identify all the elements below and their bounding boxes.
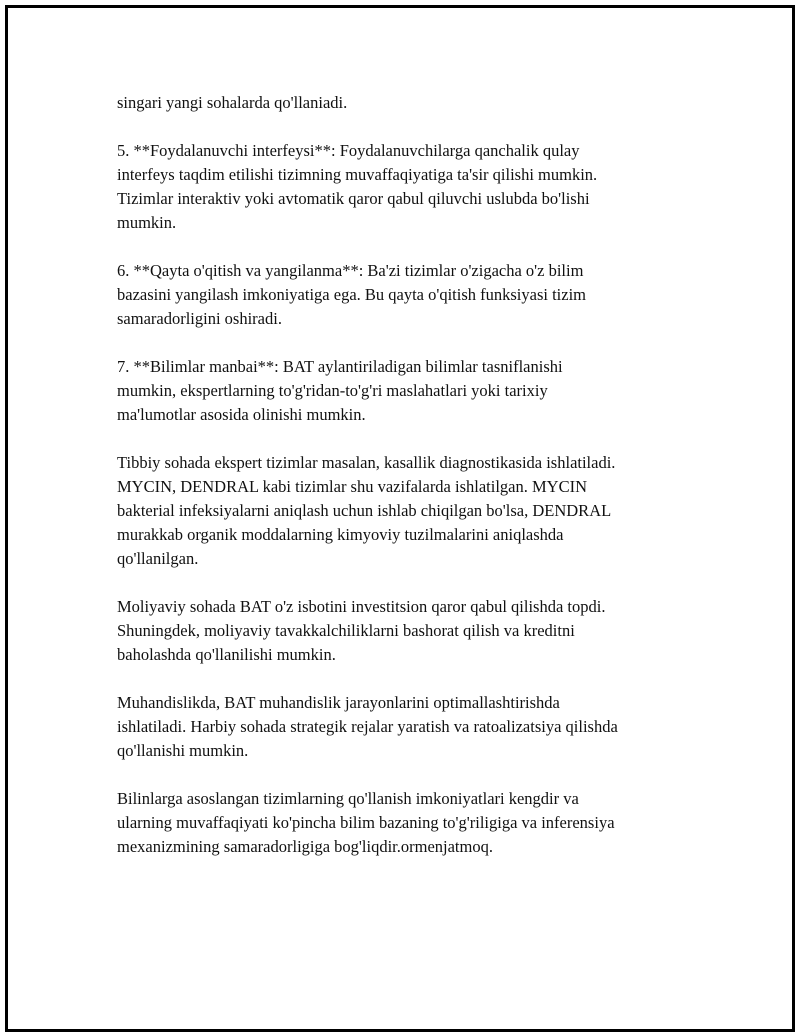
paragraph-finance-domain: Moliyaviy sohada BAT o'z isbotini investitsion qaror qabul qilishda topdi. Shuningdek, moliyaviy tavakkalchiliklarni bashorat qilish va kreditni baholashda qo'llanilishi mumkin. (117, 597, 606, 664)
paragraph-medical-domain: Tibbiy sohada ekspert tizimlar masalan, kasallik diagnostikasida ishlatiladi. MYCIN, DENDRAL kabi tizimlar shu vazifalarda ishlatilgan. MYCIN bakterial infeksiyalarni aniqlash uchun ishlab chiqilgan bo'lsa, DENDRAL murakkab organik moddalarning kimyoviy tuzilmalarini aniqlashda qo'llanilgan. (117, 453, 616, 568)
paragraph-knowledge-sources: 7. **Bilimlar manbai**: BAT aylantiriladigan bilimlar tasniflanishi mumkin, ekspertlarning to'g'ridan-to'g'ri maslahatlari yoki tarixiy ma'lumotlar asosida olinishi mumkin. (117, 357, 563, 424)
document-body (117, 91, 697, 883)
paragraph-continuation: singari yangi sohalarda qo'llaniadi. (117, 93, 348, 112)
paragraph-retraining: 6. **Qayta o'qitish va yangilanma**: Ba'zi tizimlar o'zigacha o'z bilim bazasini yangilash imkoniyatiga ega. Bu qayta o'qitish funksiyasi tizim samaradorligini oshiradi. (117, 261, 587, 328)
paragraph-user-interface: 5. **Foydalanuvchi interfeysi**: Foydalanuvchilarga qanchalik qulay interfeys taqdim etilishi tizimning muvaffaqiyatiga ta'sir qilishi mumkin. Tizimlar interaktiv yoki avtomatik qaror qabul qiluvchi uslubda bo'lishi mumkin. (117, 141, 598, 232)
paragraph-conclusion: Bilinlarga asoslangan tizimlarning qo'llanish imkoniyatlari kengdir va ularning muvaffaqiyati ko'pincha bilim bazaning to'g'riligiga va inferensiya mexanizmining samaradorligiga bog'liqdir.ormenjatmoq. (117, 789, 615, 856)
paragraph-engineering-domain: Muhandislikda, BAT muhandislik jarayonlarini optimallashtirishda ishlatiladi. Harbiy sohada strategik rejalar yaratish va ratoalizatsiya qilishda qo'llanishi mumkin. (117, 693, 618, 760)
